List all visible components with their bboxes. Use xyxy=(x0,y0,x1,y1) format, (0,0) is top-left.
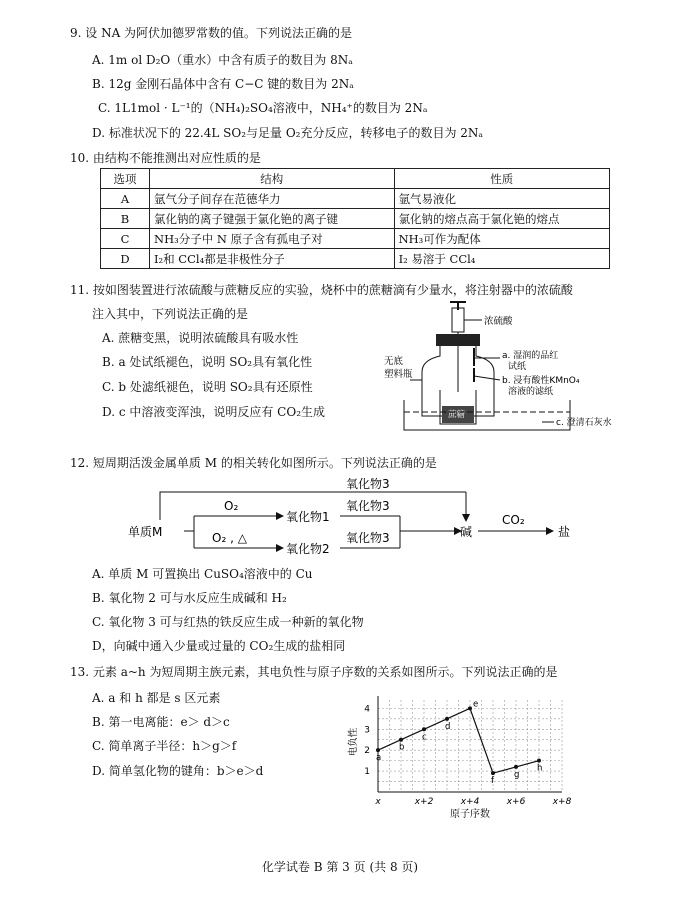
trough xyxy=(404,400,570,430)
label-oxide1: 氧化物1 xyxy=(286,510,330,524)
table-row xyxy=(101,249,610,269)
data-point xyxy=(491,771,495,775)
data-point xyxy=(376,748,380,752)
table-cell: B xyxy=(101,209,150,229)
apparatus-figure xyxy=(382,300,614,434)
label-co2: CO₂ xyxy=(502,513,525,527)
q12-stem: 12. 短周期活泼金属单质 M 的相关转化如图所示。下列说法正确的是 xyxy=(70,456,437,470)
leader-b xyxy=(474,376,500,380)
x-tick-label: x+6 xyxy=(506,797,526,807)
label-salt: 盐 xyxy=(558,525,571,539)
q9-option-a: A. 1m ol D₂O（重水）中含有质子的数目为 8Nₐ xyxy=(92,53,353,67)
q13-option-b: B. 第一电离能：e＞ d＞c xyxy=(92,715,230,729)
conversion-diagram xyxy=(128,476,588,566)
table-cell: C xyxy=(101,229,150,249)
q12-option-b: B. 氧化物 2 可与水反应生成碱和 H₂ xyxy=(92,591,287,605)
label-b-1: b. 浸有酸性KMnO₄ xyxy=(502,376,580,386)
table-cell: NH₃可作为配体 xyxy=(394,229,609,249)
q11-option-b: B. a 处试纸褪色，说明 SO₂具有氧化性 xyxy=(102,355,313,369)
y-tick-label: 1 xyxy=(364,767,370,778)
label-oxide2: 氧化物2 xyxy=(286,542,330,556)
label-a-2: 试纸 xyxy=(508,362,527,372)
data-point xyxy=(537,759,541,763)
y-tick-label: 3 xyxy=(364,725,370,736)
electronegativity-chart xyxy=(350,692,590,822)
table-cell: 氩气分子间存在范德华力 xyxy=(150,189,395,209)
table-cell: 氩气易液化 xyxy=(394,189,609,209)
q11-stem-line2: 注入其中，下列说法正确的是 xyxy=(92,307,249,321)
q9-option-c: C. 1L1mol · L⁻¹的（NH₄)₂SO₄溶液中，NH₄⁺的数目为 2Nₐ xyxy=(98,101,428,115)
q11-option-d: D. c 中溶液变浑浊，说明反应有 CO₂生成 xyxy=(102,405,326,419)
header-property: 性质 xyxy=(394,169,609,189)
y-tick-label: 2 xyxy=(364,746,370,757)
label-start-m: 单质M xyxy=(128,525,163,539)
table-row xyxy=(101,229,610,249)
table-cell: A xyxy=(101,189,150,209)
label-oxide3-b: 氧化物3 xyxy=(346,531,390,545)
point-label: a xyxy=(376,753,382,764)
label-oxide3-a: 氧化物3 xyxy=(346,499,390,513)
data-point xyxy=(422,727,426,731)
q12-option-c: C. 氧化物 3 可与红热的铁反应生成一种新的氧化物 xyxy=(92,615,364,629)
table-row xyxy=(101,209,610,229)
q13-option-c: C. 简单离子半径：h＞g＞f xyxy=(92,739,237,753)
arrowhead-o2 xyxy=(276,512,284,520)
q10-table xyxy=(100,168,610,269)
y-axis-label: 电负性 xyxy=(348,727,359,757)
table-cell: I₂ 易溶于 CCl₄ xyxy=(394,249,609,269)
q13-stem: 13. 元素 a~h 为短周期主族元素，其电负性与原子序数的关系如图所示。下列说法正确的是 xyxy=(70,665,558,679)
data-point xyxy=(468,706,472,710)
q11-option-a: A. 蔗糖变黑，说明浓硫酸具有吸水性 xyxy=(102,331,299,345)
table-cell: NH₃分子中 N 原子含有孤电子对 xyxy=(150,229,395,249)
q13-option-d: D. 简单氢化物的键角：b＞e＞d xyxy=(92,764,264,778)
label-o2: O₂ xyxy=(224,499,239,513)
arrowhead-o2-heat xyxy=(276,544,284,552)
q10-stem: 10. 由结构不能推测出对应性质的是 xyxy=(70,151,261,165)
q12-option-d: D，向碱中通入少量或过量的 CO₂生成的盐相同 xyxy=(92,639,346,653)
table-cell: 氯化钠的熔点高于氯化铯的熔点 xyxy=(394,209,609,229)
label-bottle-1: 无底 xyxy=(384,356,404,367)
q9-option-d: D. 标准状况下的 22.4L SO₂与足量 O₂充分反应，转移电子的数目为 2Nₐ xyxy=(92,126,484,140)
q13-option-a: A. a 和 h 都是 s 区元素 xyxy=(92,691,221,705)
point-label: c xyxy=(422,732,427,743)
point-label: b xyxy=(399,742,405,753)
point-label: h xyxy=(537,763,543,774)
page-footer: 化学试卷 B 第 3 页 (共 8 页) xyxy=(261,860,419,874)
q9-option-b: B. 12g 金刚石晶体中含有 C−C 键的数目为 2Nₐ xyxy=(92,77,354,91)
arrowhead-co2 xyxy=(546,527,554,535)
point-label: f xyxy=(491,776,494,787)
q11-stem-line1: 11. 按如图装置进行浓硫酸与蔗糖反应的实验，烧杯中的蔗糖滴有少量水，将注射器中的浓硫酸 xyxy=(70,283,573,297)
label-a-1: a. 湿润的品红 xyxy=(502,351,559,361)
label-b-2: 溶液的滤纸 xyxy=(508,387,554,397)
table-cell: D xyxy=(101,249,150,269)
stopper xyxy=(436,334,480,346)
table-row xyxy=(101,189,610,209)
chart-grid xyxy=(378,700,562,792)
x-tick-label: x xyxy=(375,797,381,807)
y-tick-labels xyxy=(364,704,370,777)
data-point xyxy=(445,717,449,721)
table-header-row xyxy=(101,169,610,189)
x-axis-label: 原子序数 xyxy=(450,809,490,820)
syringe-barrel xyxy=(452,308,464,332)
q11-option-c: C. b 处滤纸褪色，说明 SO₂具有还原性 xyxy=(102,380,313,394)
label-acid: 浓硫酸 xyxy=(484,316,513,327)
y-tick-label: 4 xyxy=(364,704,370,715)
label-top-oxide3: 氧化物3 xyxy=(346,477,390,491)
x-tick-labels xyxy=(374,797,571,807)
data-point xyxy=(514,765,518,769)
label-o2-heat: O₂ , △ xyxy=(212,531,247,545)
x-tick-label: x+2 xyxy=(414,797,434,807)
point-label: d xyxy=(445,721,451,732)
header-option: 选项 xyxy=(101,169,150,189)
label-base: 碱 xyxy=(460,525,473,539)
q12-option-a: A. 单质 M 可置换出 CuSO₄溶液中的 Cu xyxy=(92,567,313,581)
point-label: g xyxy=(514,769,520,780)
x-tick-label: x+4 xyxy=(460,797,480,807)
q9-stem: 9. 设 NA 为阿伏加德罗常数的值。下列说法正确的是 xyxy=(70,26,353,40)
label-c: c. 澄清石灰水 xyxy=(556,418,612,428)
x-tick-label: x+8 xyxy=(552,797,572,807)
header-structure: 结构 xyxy=(150,169,395,189)
arrowhead-top xyxy=(462,514,470,522)
label-sugar: 蔗糖 xyxy=(448,410,466,420)
data-point xyxy=(399,738,403,742)
table-cell: I₂和 CCl₄都是非极性分子 xyxy=(150,249,395,269)
point-label: e xyxy=(473,699,479,710)
table-cell: 氯化钠的离子键强于氯化铯的离子键 xyxy=(150,209,395,229)
label-bottle-2: 塑料瓶 xyxy=(384,369,413,380)
